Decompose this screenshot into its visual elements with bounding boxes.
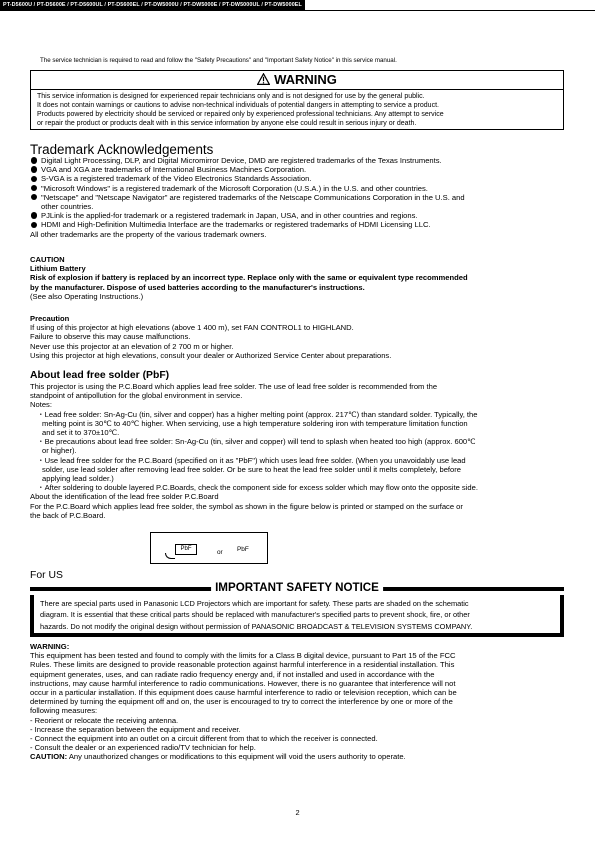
precaution-heading: Precaution — [30, 314, 70, 323]
trademark-text: VGA and XGA are trademarks of International Business Machines Corporation. — [41, 165, 307, 175]
caution-heading: CAUTION — [30, 255, 65, 264]
lead-free-note-cont: and set it to 370±10℃. — [42, 428, 120, 438]
caution-text: Risk of explosion if battery is replaced by an incorrect type. Replace only with the same or equivalent type recommended — [30, 273, 468, 283]
caution-section — [30, 255, 570, 301]
trademark-item — [30, 174, 560, 183]
lead-free-line: Notes: — [30, 400, 52, 410]
caution-text: by the manufacturer. Dispose of used batteries according to the manufacturer's instructions. — [30, 282, 365, 292]
fcc-caution-label: CAUTION: — [30, 752, 68, 762]
bullet-icon — [31, 222, 37, 228]
lead-free-line: About the identification of the lead free solder P.C.Board — [30, 492, 219, 502]
warning-box — [30, 70, 564, 130]
safety-notice-line: diagram. It is essential that these critical parts should be replaced with manufacturer's specified parts to prevent shock, fire, or other — [40, 610, 470, 620]
precaution-line: Never use this projector at an elevation of 2 700 m or higher. — [30, 341, 234, 351]
pbf-stamped-symbol: PbF — [175, 544, 197, 555]
lead-free-note: ・Be precautions about lead free solder: Sn-Ag-Cu (tin, silver and copper) will tend to splash when heated too high (approx. 600℃ — [37, 437, 476, 447]
trademark-heading: Trademark Acknowledgements — [30, 142, 214, 157]
pbf-or-label: or — [217, 549, 223, 556]
fcc-line: occur in a particular installation. If this equipment does cause harmful interference to radio or television reception, which can be — [30, 688, 457, 698]
trademark-text: PJLink is the applied-for trademark or a registered trademark in Japan, USA, and in other countries and regions. — [41, 211, 418, 221]
warning-divider — [31, 89, 563, 90]
precaution-line: Failure to observe this may cause malfunctions. — [30, 332, 191, 342]
caution-note: (See also Operating Instructions.) — [30, 291, 144, 301]
trademark-item — [30, 220, 560, 229]
safety-notice-line: hazards. Do not modify the original design without permission of PANASONIC BROADCAST & TELEVISION SYSTEMS COMPANY. — [40, 621, 473, 631]
lead-free-note-cont: solder, use lead solder after removing lead free solder. Or be sure to heat the lead free solder until it melts completely, before — [42, 464, 462, 474]
lead-free-note-cont: applying lead solder.) — [42, 474, 114, 484]
header-rule — [0, 10, 595, 11]
fcc-line: equipment generates, uses, and can radiate radio frequency energy and, if not installed and used in accordance with the — [30, 669, 435, 679]
safety-notice-header — [30, 583, 564, 595]
fcc-measure: - Increase the separation between the equipment and receiver. — [30, 724, 241, 734]
warning-triangle-icon — [257, 73, 270, 85]
fcc-warning-heading: WARNING: — [30, 642, 70, 651]
lead-free-line: standpoint of antipollution for the global environment in service. — [30, 391, 243, 401]
warning-line: This service information is designed for experienced repair technicians only and is not designed for use by the general public. — [37, 93, 425, 100]
fcc-measure: - Consult the dealer or an experienced radio/TV technician for help. — [30, 743, 256, 753]
trademark-item — [30, 156, 560, 165]
pbf-printed-symbol: PbF — [237, 546, 249, 553]
precaution-section — [30, 314, 570, 360]
lead-free-line: This projector is using the P.C.Board which applies lead free solder. The use of lead free solder is recommended from the — [30, 382, 438, 391]
intro-text: The service technician is required to read and follow the "Safety Precautions" and "Important Safety Notice" in this service manual. — [40, 57, 397, 64]
fcc-caution-text: Any unauthorized changes or modifications to this equipment will void the users authority to operate. — [67, 752, 406, 762]
precaution-line: If using of this projector at high elevations (above 1 400 m), set FAN CONTROL1 to HIGHLAND. — [30, 323, 354, 333]
trademark-item — [30, 184, 560, 193]
bullet-icon — [31, 185, 37, 191]
warning-title — [31, 72, 563, 88]
precaution-line: Using this projector at high elevations, consult your dealer or Authorized Service Center about preparations. — [30, 350, 392, 360]
lead-free-line: For the P.C.Board which applies lead free solder, the symbol as shown in the figure below is printed or stamped on the surface or — [30, 501, 463, 511]
trademark-text: HDMI and High-Definition Multimedia Interface are the trademarks or registered trademarks of HDMI Licensing LLC. — [41, 220, 431, 230]
bullet-icon — [31, 166, 37, 172]
fcc-measure: - Connect the equipment into an outlet on a circuit different from that to which the receiver is connected. — [30, 734, 378, 744]
safety-notice-line: There are special parts used in Panasonic LCD Projectors which are important for safety. These parts are shaded on the schematic — [40, 599, 469, 608]
lead-free-note: ・Use lead free solder for the P.C.Board (specified on it as "PbF") which uses lead free solder. (When you unavoidably use lead — [37, 455, 466, 465]
bullet-icon — [31, 194, 37, 200]
safety-notice-title: IMPORTANT SAFETY NOTICE — [211, 581, 383, 595]
trademark-footer: All other trademarks are the property of the various trademark owners. — [30, 229, 267, 239]
lead-free-heading: About lead free solder (PbF) — [30, 370, 170, 381]
trademark-text-continued: other countries. — [41, 202, 94, 212]
lead-free-body — [30, 382, 570, 520]
fcc-measure: - Reorient or relocate the receiving antenna. — [30, 715, 179, 725]
fcc-caution — [30, 752, 570, 761]
trademark-text: S-VGA is a registered trademark of the Video Electronics Standards Association. — [41, 174, 312, 184]
lead-free-note-cont: or higher). — [42, 446, 77, 456]
pbf-symbol-figure — [150, 532, 268, 564]
lead-free-line: the back of P.C.Board. — [30, 510, 106, 520]
fcc-line: following measures: — [30, 706, 98, 716]
page-number: 2 — [295, 808, 300, 817]
warning-line: It does not contain warnings or cautions to advise non-technical individuals of potential dangers in attempting to service a product. — [37, 102, 439, 110]
fcc-line: This equipment has been tested and found to comply with the limits for a Class B digital device, pursuant to Part 15 of the FCC — [30, 651, 456, 661]
for-us-heading: For US — [30, 570, 63, 581]
fcc-line: determined by turning the equipment off and on, the user is encouraged to try to correct the interference by one or more of the — [30, 697, 453, 707]
warning-text — [37, 92, 559, 128]
safety-notice-box — [30, 595, 564, 637]
fcc-warning-section — [30, 642, 570, 762]
bullet-icon — [31, 212, 37, 218]
model-list-label: PT-D5600U / PT-D5600E / PT-D5600UL / PT-D5600EL / PT-DW5000U / PT-DW5000E / PT-DW5000UL / PT-DW5000EL — [0, 0, 305, 10]
warning-title-text: WARNING — [274, 72, 337, 87]
trademark-text: "Microsoft Windows" is a registered trademark of the Microsoft Corporation (U.S.A.) in the U.S. and other countries. — [41, 183, 428, 193]
trademark-item — [30, 193, 560, 211]
warning-line: Products powered by electricity should be serviced or repaired only by experienced professional technicians. Any attempt to service — [37, 111, 444, 119]
bullet-icon — [31, 157, 37, 163]
trademark-list — [30, 156, 560, 239]
lead-free-note: ・After soldering to double layered P.C.Boards, check the component side for excess solder which may flow onto the opposite side. — [37, 483, 478, 493]
fcc-line: Rules. These limits are designed to provide reasonable protection against harmful interference in a residential installation. This — [30, 660, 455, 670]
pbf-stamp-tail — [165, 553, 175, 559]
lead-free-note: ・Lead free solder: Sn-Ag-Cu (tin, silver and copper) has a higher melting point (approx. 217℃) than standard solder. Typically, the — [37, 409, 478, 419]
trademark-text: "Netscape" and "Netscape Navigator" are registered trademarks of the Netscape Communications Corporation in the U.S. and — [41, 192, 465, 202]
trademark-text: Digital Light Processing, DLP, and Digital Micromirror Device, DMD are registered trademarks of the Texas Instruments. — [41, 156, 442, 165]
warning-line: or repair the product or products dealt with in this service information by anyone else could result in serious injury or death. — [37, 120, 417, 128]
bullet-icon — [31, 176, 37, 182]
trademark-item — [30, 165, 560, 174]
safety-notice-text — [40, 598, 556, 632]
lead-free-note-cont: melting point is 30℃ to 40℃ higher. When servicing, use a high temperature soldering iron with temperature limitation function — [42, 418, 468, 428]
page-header — [0, 0, 595, 10]
caution-subheading: Lithium Battery — [30, 264, 86, 274]
trademark-item — [30, 211, 560, 220]
fcc-line: instructions, may cause harmful interference to radio communications. However, there is no guarantee that interference will not — [30, 678, 456, 688]
